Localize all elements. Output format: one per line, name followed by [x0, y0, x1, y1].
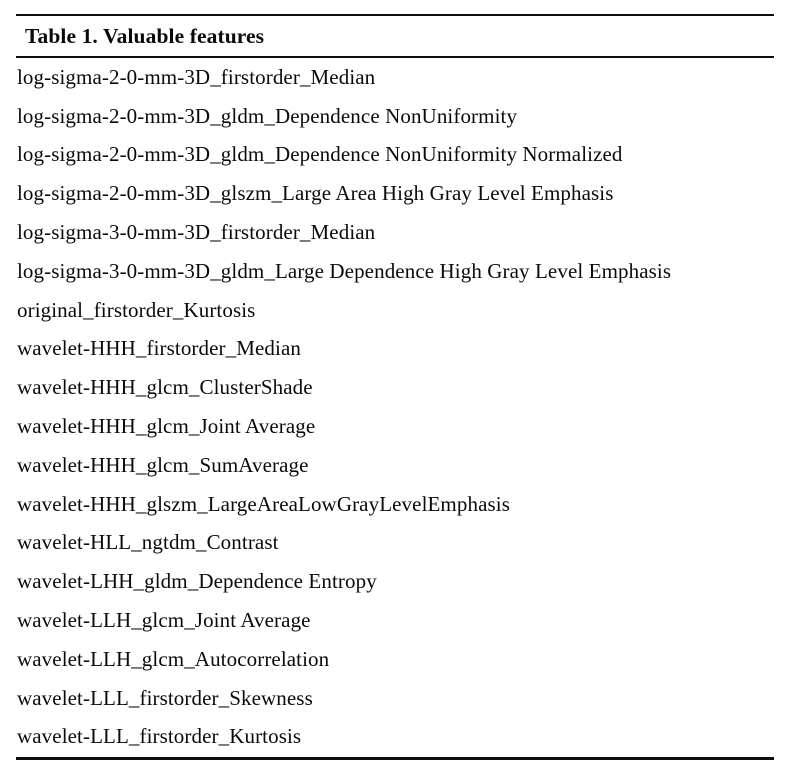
feature-row: wavelet-HHH_glszm_LargeAreaLowGrayLevelEmphasis	[17, 491, 510, 516]
feature-row: wavelet-HHH_glcm_ClusterShade	[17, 375, 313, 400]
feature-row: wavelet-LHH_gldm_Dependence Entropy	[17, 569, 377, 594]
table-caption: Table 1. Valuable features	[16, 16, 774, 58]
feature-row: log-sigma-2-0-mm-3D_gldm_Dependence NonUniformity	[17, 103, 518, 128]
feature-row: log-sigma-3-0-mm-3D_firstorder_Median	[17, 220, 376, 245]
feature-row: wavelet-LLL_firstorder_Skewness	[17, 685, 313, 710]
feature-row: log-sigma-2-0-mm-3D_glszm_Large Area High Gray Level Emphasis	[17, 181, 614, 206]
feature-row: log-sigma-2-0-mm-3D_firstorder_Median	[17, 64, 376, 89]
feature-row: log-sigma-2-0-mm-3D_gldm_Dependence NonUniformity Normalized	[17, 142, 623, 167]
feature-row: wavelet-HHH_firstorder_Median	[17, 336, 301, 361]
feature-row: wavelet-HHH_glcm_SumAverage	[17, 452, 309, 477]
feature-row: wavelet-HLL_ngtdm_Contrast	[17, 530, 279, 555]
valuable-features-table	[16, 14, 774, 760]
feature-row: log-sigma-3-0-mm-3D_gldm_Large Dependence High Gray Level Emphasis	[17, 258, 672, 283]
feature-row: wavelet-LLL_firstorder_Kurtosis	[17, 724, 302, 749]
feature-row: wavelet-HHH_glcm_Joint Average	[17, 414, 316, 439]
feature-list	[16, 58, 774, 757]
feature-row: wavelet-LLH_glcm_Autocorrelation	[17, 646, 330, 671]
feature-row: wavelet-LLH_glcm_Joint Average	[17, 608, 311, 633]
page	[0, 14, 791, 760]
feature-row: original_firstorder_Kurtosis	[17, 297, 256, 322]
